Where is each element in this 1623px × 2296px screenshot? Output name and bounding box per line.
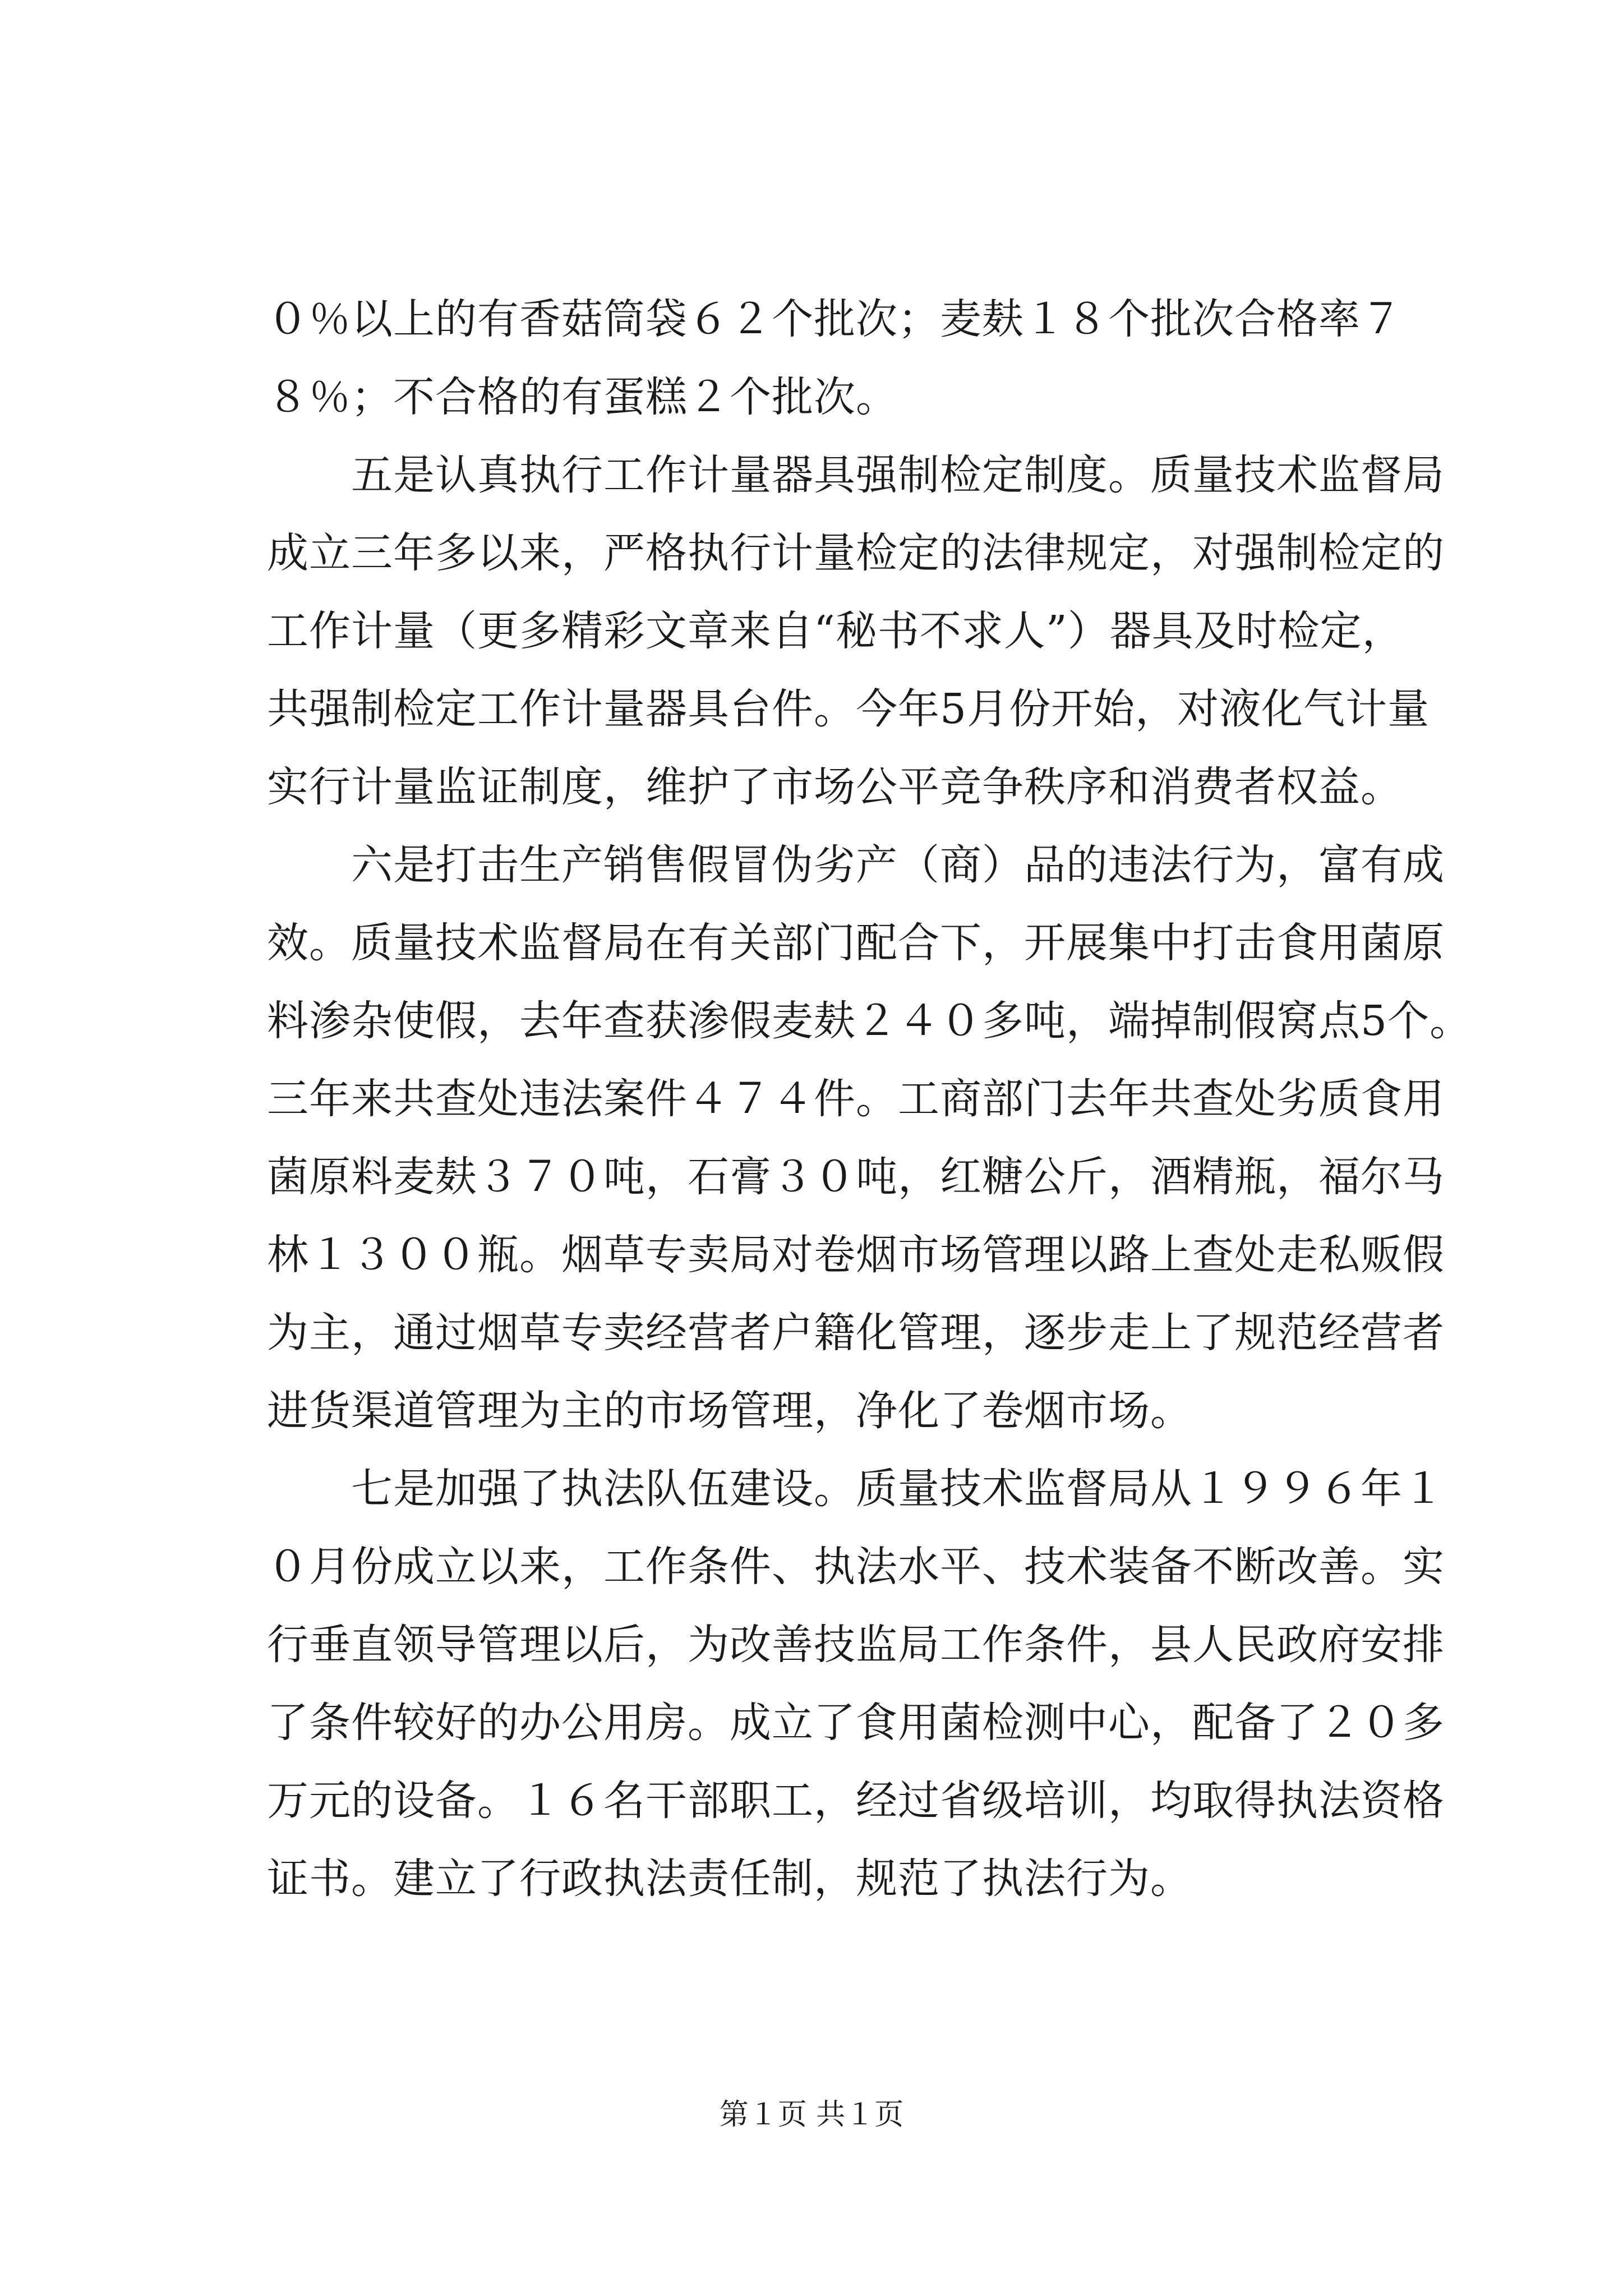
document-body: [267, 280, 1472, 1918]
text-line: ０月份成立以来，工作条件、执法水平、技术装备不断改善。实: [267, 1543, 1445, 1591]
text-line: ８％；不合格的有蛋糕２个批次。: [267, 373, 898, 421]
text-line: 共强制检定工作计量器具台件。今年5月份开始，对液化气计量: [267, 685, 1430, 733]
text-line: 实行计量监证制度，维护了市场公平竞争秩序和消费者权益。: [267, 763, 1403, 811]
paragraph-first-line: 五是认真执行工作计量器具强制检定制度。质量技术监督局: [351, 451, 1445, 499]
paragraph-first-line: 六是打击生产销售假冒伪劣产（商）品的违法行为，富有成: [351, 841, 1445, 889]
page-number-label: 第１页 共１页: [719, 2098, 904, 2132]
page-footer: [0, 2092, 1623, 2137]
text-line: 行垂直领导管理以后，为改善技监局工作条件，县人民政府安排: [267, 1621, 1445, 1669]
text-line: 效。质量技术监督局在有关部门配合下，开展集中打击食用菌原: [267, 919, 1445, 967]
text-line: 成立三年多以来，严格执行计量检定的法律规定，对强制检定的: [267, 529, 1445, 577]
paragraph-first-line: 七是加强了执法队伍建设。质量技术监督局从１９９６年１: [351, 1465, 1445, 1513]
text-line: 工作计量（更多精彩文章来自“秘书不求人”）器具及时检定，: [267, 607, 1404, 655]
text-line: 进货渠道管理为主的市场管理，净化了卷烟市场。: [267, 1387, 1192, 1435]
text-line: 林１３００瓶。烟草专卖局对卷烟市场管理以路上查处走私贩假: [267, 1231, 1445, 1279]
text-line: 菌原料麦麸３７０吨，石膏３０吨，红糖公斤，酒精瓶，福尔马: [267, 1153, 1445, 1201]
text-line: 证书。建立了行政执法责任制，规范了执法行为。: [267, 1855, 1192, 1903]
text-line: 了条件较好的办公用房。成立了食用菌检测中心，配备了２０多: [267, 1699, 1445, 1747]
text-line: 为主，通过烟草专卖经营者户籍化管理，逐步走上了规范经营者: [267, 1309, 1445, 1357]
text-line: 万元的设备。１６名干部职工，经过省级培训，均取得执法资格: [267, 1777, 1445, 1825]
text-line: ０％以上的有香菇筒袋６２个批次；麦麸１８个批次合格率７: [267, 295, 1403, 343]
text-line: 料渗杂使假，去年查获渗假麦麸２４０多吨，端掉制假窝点5个。: [267, 997, 1472, 1045]
text-line: 三年来共查处违法案件４７４件。工商部门去年共查处劣质食用: [267, 1075, 1445, 1123]
